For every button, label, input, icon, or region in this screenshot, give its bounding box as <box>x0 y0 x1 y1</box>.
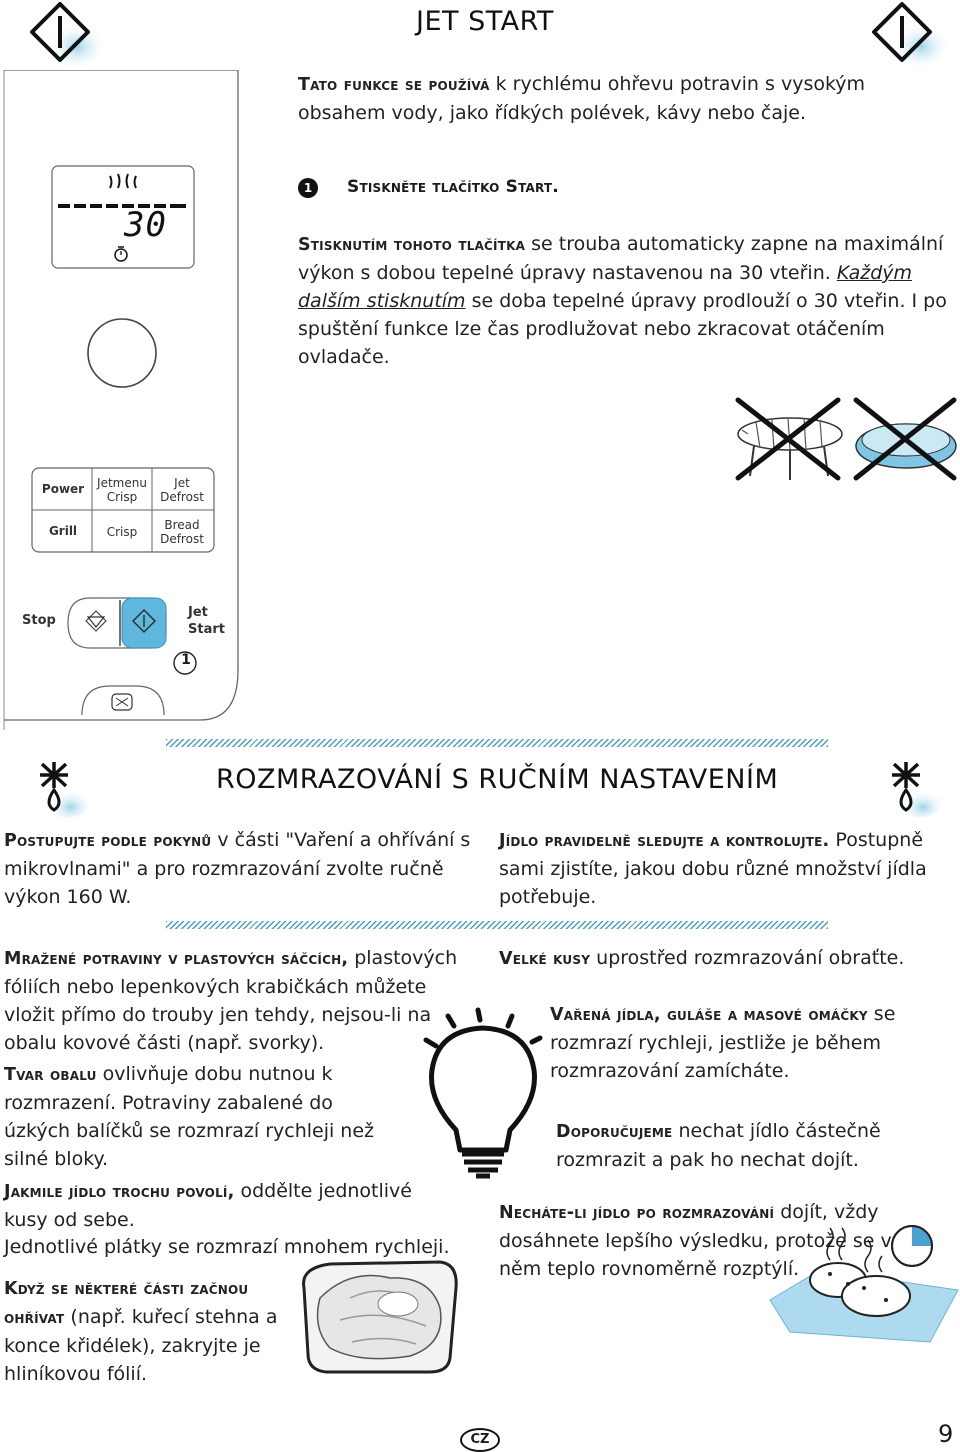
jet-start-icon-left <box>22 0 102 70</box>
tip-cooked-text: se rozmrazí rychleji, jestliže je během rozmrazování zamícháte. <box>550 1003 896 1082</box>
tip-shape-text: ovlivňuje dobu nutnou k rozmrazení. Potraviny zabalené do úzkých balíčků se rozmrazí rychleji než silné bloky. <box>4 1063 375 1170</box>
defrost-right-lead: Jídlo pravidelně sledujte a kontrolujte. <box>499 831 830 851</box>
tip-soft-text: oddělte jednotlivé kusy od sebe. <box>4 1180 412 1231</box>
separator-middle <box>166 921 828 929</box>
tip-frozen <box>4 944 459 1057</box>
grill-button[interactable]: Grill <box>48 524 78 538</box>
tip-big-lead: Velké kusy <box>499 949 591 969</box>
tip-recommend-text: nechat jídlo částečně rozmrazit a pak ho nechat dojít. <box>556 1120 881 1171</box>
jet-start-button-label[interactable]: Jet Start <box>188 605 225 637</box>
tip-rest-text: dojít, vždy dosáhnete lepšího výsledku, protože se v něm teplo rovnoměrně rozptýlí. <box>499 1201 892 1280</box>
body-text-2: se doba tepelné úpravy prodlouží o 30 vteřin. I po spuštění funkce lze čas prodlužovat nebo zkracovat otáčením ovladače. <box>298 290 947 368</box>
country-badge <box>460 1428 500 1452</box>
tip-warm <box>4 1274 294 1388</box>
defrost-left-paragraph <box>4 826 474 911</box>
tip-soft-lead: Jakmile jídlo trochu povolí, <box>4 1182 235 1202</box>
lightbulb-icon <box>408 1000 558 1190</box>
tip-slices: Jednotlivé plátky se rozmrazí mnohem rychleji. <box>4 1236 450 1258</box>
defrost-right-paragraph <box>499 826 954 911</box>
tip-big <box>499 944 954 973</box>
display-readout: 30 <box>124 205 167 245</box>
chicken-tray-image <box>290 1248 465 1378</box>
defrost-icon-left <box>22 760 92 820</box>
power-button[interactable]: Power <box>41 482 85 496</box>
jet-start-icon-right <box>866 0 946 70</box>
crisp-button[interactable]: Crisp <box>106 525 138 539</box>
tip-soft <box>4 1177 434 1234</box>
defrost-left-lead: Postupujte podle pokynů <box>4 831 212 851</box>
intro-text: k rychlému ohřevu potravin s vysokým obsahem vody, jako řídkých polévek, kávy nebo čaje. <box>298 73 866 124</box>
tip-frozen-text: plastových fóliích nebo lepenkových krabičkách můžete vložit přímo do trouby jen tehdy, nejsou-li na obalu kovové části (např. svorky). <box>4 947 458 1054</box>
country-code: CZ <box>470 1432 490 1447</box>
defrost-left-text: v části "Vaření a ohřívání s mikrovlnami" a pro rozmrazování zvolte ručně výkon 160 W. <box>4 829 471 908</box>
tip-warm-lead: Když se některé části začnou ohřívat <box>4 1279 249 1328</box>
control-panel <box>0 70 260 740</box>
tip-frozen-lead: Mražené potraviny v plastových sáčcích, <box>4 949 349 969</box>
jet-start-title: JET START <box>416 6 554 37</box>
tip-rest-lead: Necháte-li jídlo po rozmrazování <box>499 1203 775 1223</box>
step-1-number: 1 <box>303 181 313 195</box>
step-1-badge <box>298 178 318 198</box>
step-1-label: Stiskněte tlačítko Start. <box>347 177 559 197</box>
jet-defrost-button[interactable]: Jet Defrost <box>160 476 204 504</box>
tip-recommend-lead: Doporučujeme <box>556 1122 673 1142</box>
tip-cooked <box>550 1000 955 1085</box>
jet-start-body <box>298 230 953 371</box>
separator-top <box>166 739 828 747</box>
bread-defrost-button[interactable]: Bread Defrost <box>160 518 204 546</box>
defrost-right-text: Postupně sami zjistíte, jakou dobu různé množství jídla potřebuje. <box>499 829 927 908</box>
tip-shape-lead: Tvar obalu <box>4 1065 97 1085</box>
tip-recommend <box>556 1117 946 1174</box>
jetmenu-crisp-button[interactable]: Jetmenu Crisp <box>97 476 147 504</box>
intro-lead: Tato funkce se používá <box>298 75 490 95</box>
tip-big-text: uprostřed rozmrazování obraťte. <box>590 947 905 969</box>
jet-start-intro <box>298 70 948 127</box>
body-lead: Stisknutím tohoto tlačítka <box>298 235 526 255</box>
body-underlined: Každým dalším stisknutím <box>298 262 913 312</box>
defrost-title: ROZMRAZOVÁNÍ S RUČNÍM NASTAVENÍM <box>216 764 779 795</box>
callout-number: 1 <box>181 652 191 668</box>
standing-time-image <box>760 1214 960 1344</box>
body-text-1: se trouba automaticky zapne na maximální výkon s dobou tepelné úpravy nastavenou na 30 vteřin. <box>298 233 944 284</box>
tip-cooked-lead: Vařená jídla, guláše a masové omáčky <box>550 1005 868 1025</box>
stop-button-label[interactable]: Stop <box>22 613 56 628</box>
tip-shape <box>4 1060 394 1173</box>
defrost-icon-right <box>874 760 944 820</box>
tip-warm-text: (např. kuřecí stehna a konce křidélek), zakryjte je hliníkovou fólií. <box>4 1306 278 1385</box>
not-allowed-accessories-icon <box>728 390 960 490</box>
page-number: 9 <box>938 1420 954 1448</box>
